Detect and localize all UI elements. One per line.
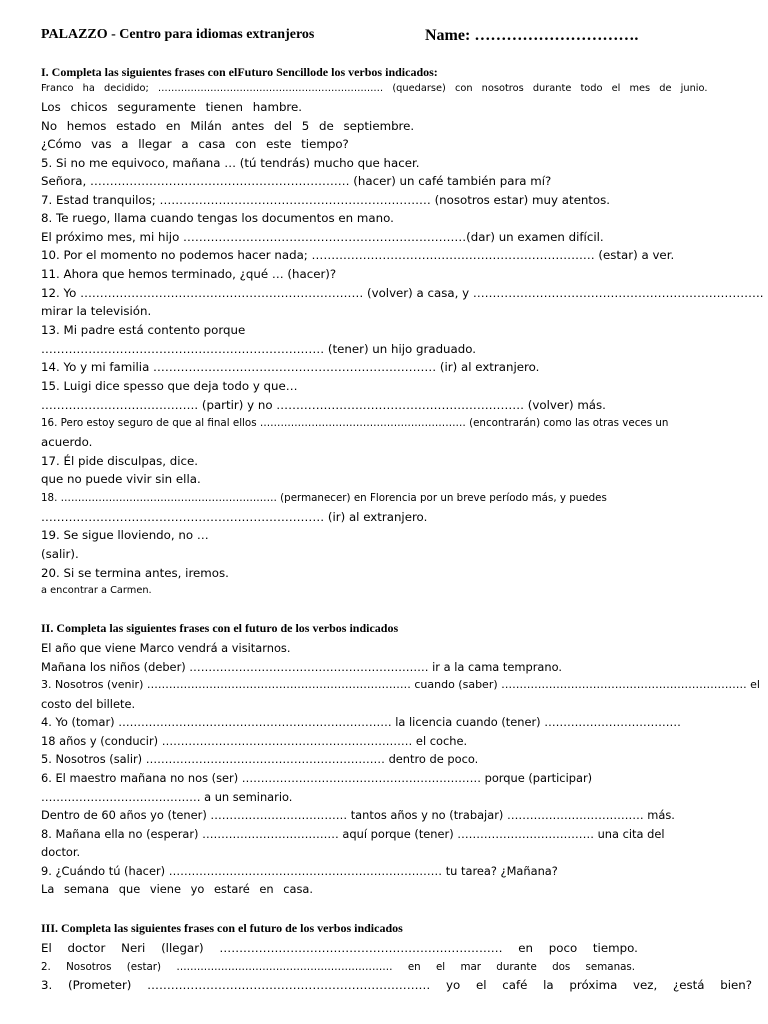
s2-line-6: 18 años y (conducir) ………………………………………………………… el coche. [41,734,468,748]
s2-line-1: El año que viene Marco vendrá a visitarnos. [41,641,291,655]
s1-line-5: 5. Si no me equivoco, mañana … (tú tendrás) mucho que hacer. [41,156,420,170]
s2-line-12: doctor. [41,845,81,859]
s1-line-27: 20. Si se termina antes, iremos. [41,566,229,580]
s1-line-7: 7. Estad tranquilos; …………………………………………………………… (nosotros estar) muy atentos. [41,193,611,207]
s1-line-6: Señora, ………………………………………………………… (hacer) un café también para mí? [41,174,552,188]
s1-line-10: 10. Por el momento no podemos hacer nada; ……………………………………………………………… (estar) a ver. [41,248,675,262]
s1-line-28: a encontrar a Carmen. [41,585,152,596]
s1-line-14: 13. Mi padre está contento porque [41,323,246,337]
s2-line-8: 6. El maestro mañana no nos (ser) ……………………………………………………… porque (participar) [41,771,593,785]
worksheet-header [41,27,748,47]
s2-line-10: Dentro de 60 años yo (tener) ……………………………… tantos años y no (trabajar) ……………………………… más. [41,808,675,822]
s2-line-3: 3. Nosotros (venir) ……………………………………………………………… cuando (saber) …………………………………………………………. el [41,678,760,691]
student-name-field: Name: …………………………. [425,27,639,44]
s2-line-4: costo del billete. [41,697,136,711]
s1-line-21: 17. Él pide disculpas, dice. [41,454,199,468]
s1-line-13: mirar la televisión. [41,304,152,318]
s1-line-24: ……………………………………………………………… (ir) al extranjero. [41,510,428,524]
s1-line-4: ¿Cómo vas a llegar a casa con este tiempo? [41,137,349,151]
section-1-title: I. Completa las siguientes frases con elFuturo Sencillode los verbos indicados: [41,65,438,79]
s1-line-11: 11. Ahora que hemos terminado, ¿qué … (hacer)? [41,267,337,281]
s3-line-3: 3. (Prometer) ……………………………………………………………… yo el café la próxima vez, ¿está bien? [41,978,753,992]
s2-line-13: 9. ¿Cuándo tú (hacer) ……………………………………………………………… tu tarea? ¿Mañana? [41,864,558,878]
s2-line-14: La semana que viene yo estaré en casa. [41,882,314,896]
s1-line-9: El próximo mes, mi hijo ………………………………………………………………(dar) un examen difícil. [41,230,604,244]
section-2-title: II. Completa las siguientes frases con el futuro de los verbos indicados [41,621,399,635]
s1-line-15: ……………………………………………………………… (tener) un hijo graduado. [41,342,477,356]
s1-line-20: acuerdo. [41,435,93,449]
s2-line-7: 5. Nosotros (salir) ……………………………………………………… dentro de poco. [41,752,479,766]
s2-line-5: 4. Yo (tomar) ……………………………………………………………… la licencia cuando (tener) ……………………………… [41,715,681,729]
section-3-title: III. Completa las siguientes frases con el futuro de los verbos indicados [41,921,403,935]
s1-line-23: 18. ……………………………………………………… (permanecer) en Florencia por un breve período más, y puedes [41,492,607,504]
s1-line-25: 19. Se sigue lloviendo, no … [41,528,209,542]
s1-line-3: No hemos estado en Milán antes del 5 de septiembre. [41,119,415,133]
s1-line-12: 12. Yo ……………………………………………………………… (volver) a casa, y ……………………………………………………………….. [41,286,764,300]
s3-line-2: 2. Nosotros (estar) ……………………………………………………… en el mar durante dos semanas. [41,961,636,973]
s1-line-8: 8. Te ruego, llama cuando tengas los documentos en mano. [41,211,394,225]
s1-line-26: (salir). [41,547,79,561]
school-name: PALAZZO - Centro para idiomas extranjeros [41,27,315,42]
s1-line-19: 16. Pero estoy seguro de que al final ellos …………………………………………………… (encontrarán) como las otras veces un [41,417,669,429]
s2-line-2: Mañana los niños (deber) ……………………………………………………… ir a la cama temprano. [41,660,562,674]
s1-line-2: Los chicos seguramente tienen hambre. [41,100,303,114]
s2-line-11: 8. Mañana ella no (esperar) ……………………………… aquí porque (tener) ……………………………… una cita del [41,827,665,841]
s1-line-18: …………………………………. (partir) y no ……………………………………………………… (volver) más. [41,398,606,412]
s1-line-22: que no puede vivir sin ella. [41,472,201,486]
s2-line-9: …………………………………… a un seminario. [41,790,293,804]
s1-line-16: 14. Yo y mi familia ……………………………………………………………… (ir) al extranjero. [41,360,540,374]
s1-line-1: Franco ha decidido; …………………………………………………………… (quedarse) con nosotros durante todo el mes de junio. [41,83,708,94]
s1-line-17: 15. Luigi dice spesso que deja todo y que… [41,379,298,393]
s3-line-1: El doctor Neri (llegar) ……………………………………………………………… en poco tiempo. [41,941,638,955]
